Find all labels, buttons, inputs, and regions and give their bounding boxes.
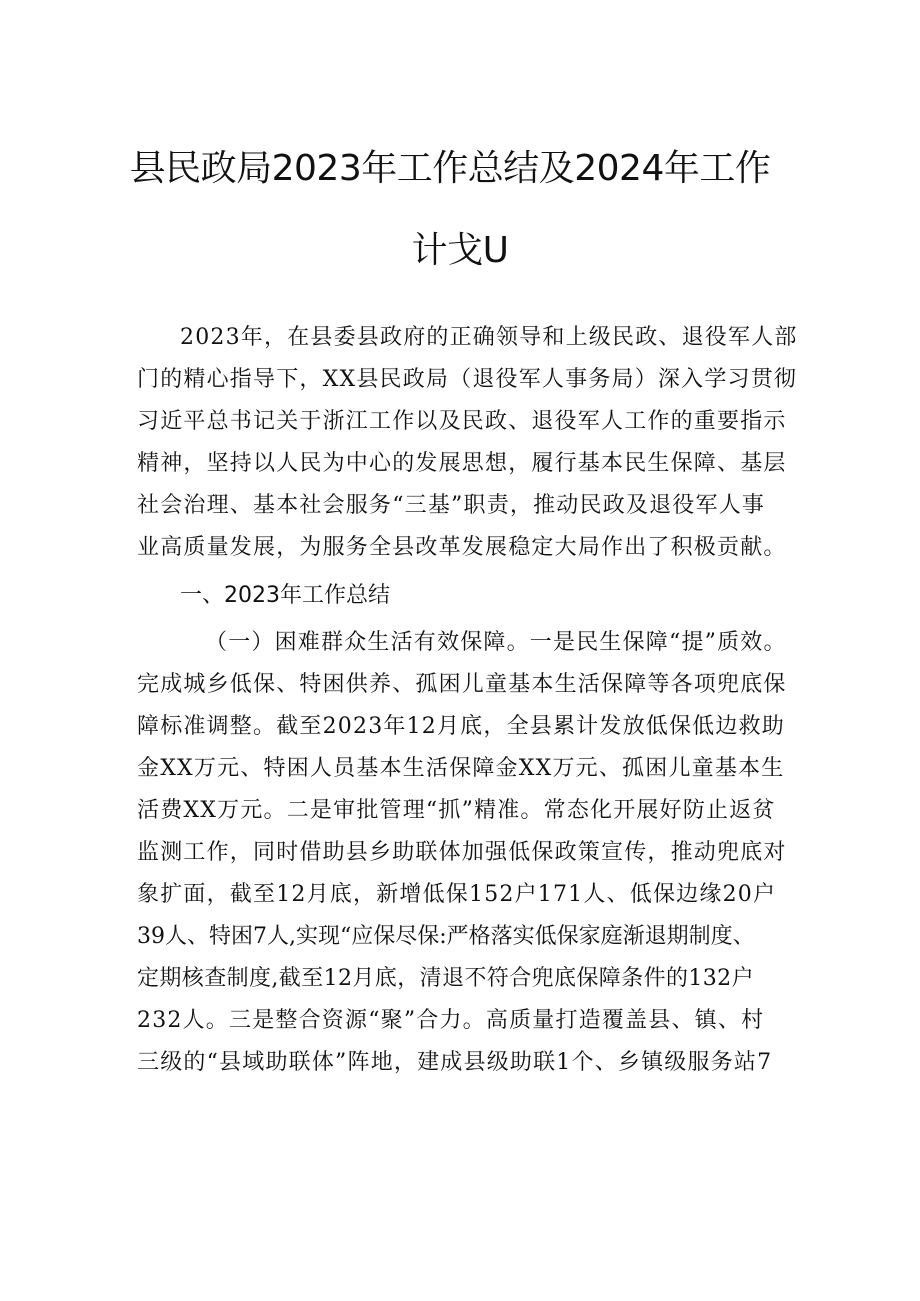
- intro-line-5: 社会治理、基本社会服务“三基”职责，推动民政及退役军人事: [137, 493, 766, 518]
- section-line-3: 障标准调整。截至2023年12月底，全县累计发放低保低边救助: [137, 714, 785, 739]
- section-line-8: 39人、特困7人,实现“应保尽保:严格落实低保家庭渐退期制度、: [137, 924, 755, 949]
- section-line-2: 完成城乡低保、特困供养、孤困儿童基本生活保障等各项兜底保: [137, 672, 787, 697]
- section-line-7: 象扩面，截至12月底，新增低保152户171人、低保边缘20户: [137, 882, 777, 907]
- intro-line-2: 门的精心指导下，XX县民政局（退役军人事务局）深入学习贯彻: [137, 367, 798, 392]
- section-line-5: 活费XX万元。二是审批管理“抓”精准。常态化开展好防止返贫: [137, 798, 776, 823]
- intro-line-4: 精神，坚持以人民为中心的发展思想，履行基本民生保障、基层: [137, 451, 787, 476]
- intro-line-1: 2023年，在县委县政府的正确领导和上级民政、退役军人部: [180, 325, 798, 350]
- section-line-4: 金XX万元、特困人员基本生活保障金XX万元、孤困儿童基本生: [137, 756, 785, 781]
- section-heading: 一、2023年工作总结: [180, 583, 390, 608]
- intro-line-6: 业高质量发展，为服务全县改革发展稳定大局作出了积极贡献。: [137, 535, 787, 560]
- section-line-10: 232人。三是整合资源“聚”合力。高质量打造覆盖县、镇、村: [137, 1008, 765, 1033]
- document-title-line2: 计戈U: [411, 230, 509, 271]
- section-line-6: 监测工作，同时借助县乡助联体加强低保政策宣传，推动兜底对: [137, 840, 787, 865]
- section-line-11: 三级的“县域助联体”阵地，建成县级助联1个、乡镇级服务站7: [137, 1050, 773, 1075]
- section-line-9: 定期核查制度,截至12月底，清退不符合兜底保障条件的132户: [137, 966, 754, 991]
- section-line-1: （一）困难群众生活有效保障。一是民生保障“提”质效。: [205, 630, 787, 655]
- document-title-line1: 县民政局2023年工作总结及2024年工作: [129, 148, 771, 189]
- intro-line-3: 习近平总书记关于浙江工作以及民政、退役军人工作的重要指示: [137, 409, 787, 434]
